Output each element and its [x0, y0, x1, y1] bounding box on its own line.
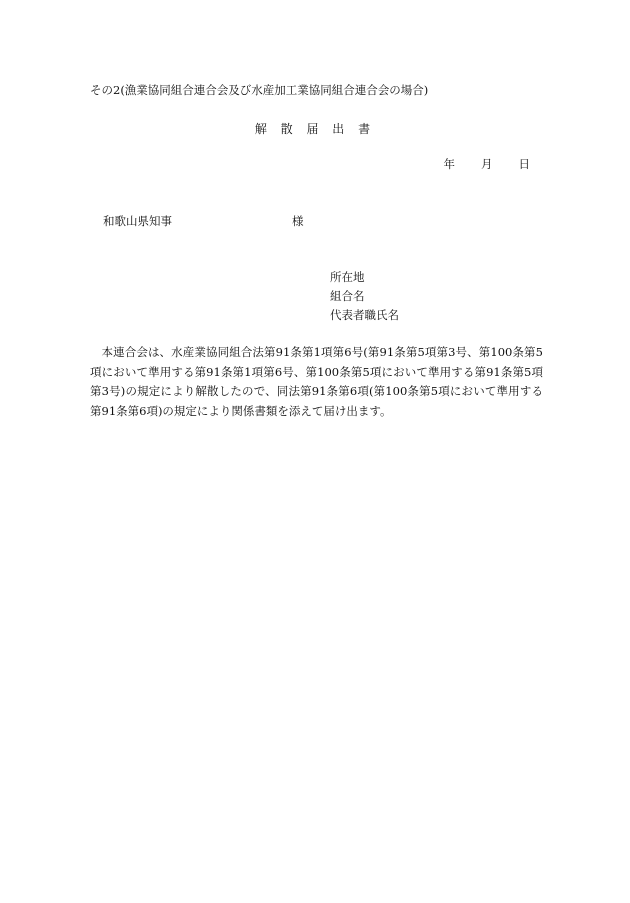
sender-representative-label: 代表者職氏名 [330, 308, 399, 322]
addressee-name: 和歌山県知事 [103, 214, 172, 228]
form-subtitle: その2(漁業協同組合連合会及び水産加工業協同組合連合会の場合) [90, 83, 429, 97]
addressee-honorific: 様 [292, 214, 304, 228]
sender-address-label: 所在地 [330, 270, 365, 284]
month-label: 月 [481, 157, 493, 171]
body-paragraph: 本連合会は、水産業協同組合法第91条第1項第6号(第91条第5項第3号、第100条第5項において準用する第91条第1項第6号、第100条第5項において準用する第91条第5項第3号)の規定により解散したので、同法第91条第6項(第100条第5項において準用する第91条第6項)の規定により関係書類を添えて届け出ます。 [90, 345, 543, 418]
addressee [103, 213, 304, 229]
date-line [444, 156, 531, 172]
day-label: 日 [518, 157, 530, 171]
document-title: 解 散 届 出 書 [254, 122, 376, 136]
sender-block [330, 268, 399, 325]
year-label: 年 [443, 157, 455, 171]
sender-association-label: 組合名 [330, 289, 365, 303]
